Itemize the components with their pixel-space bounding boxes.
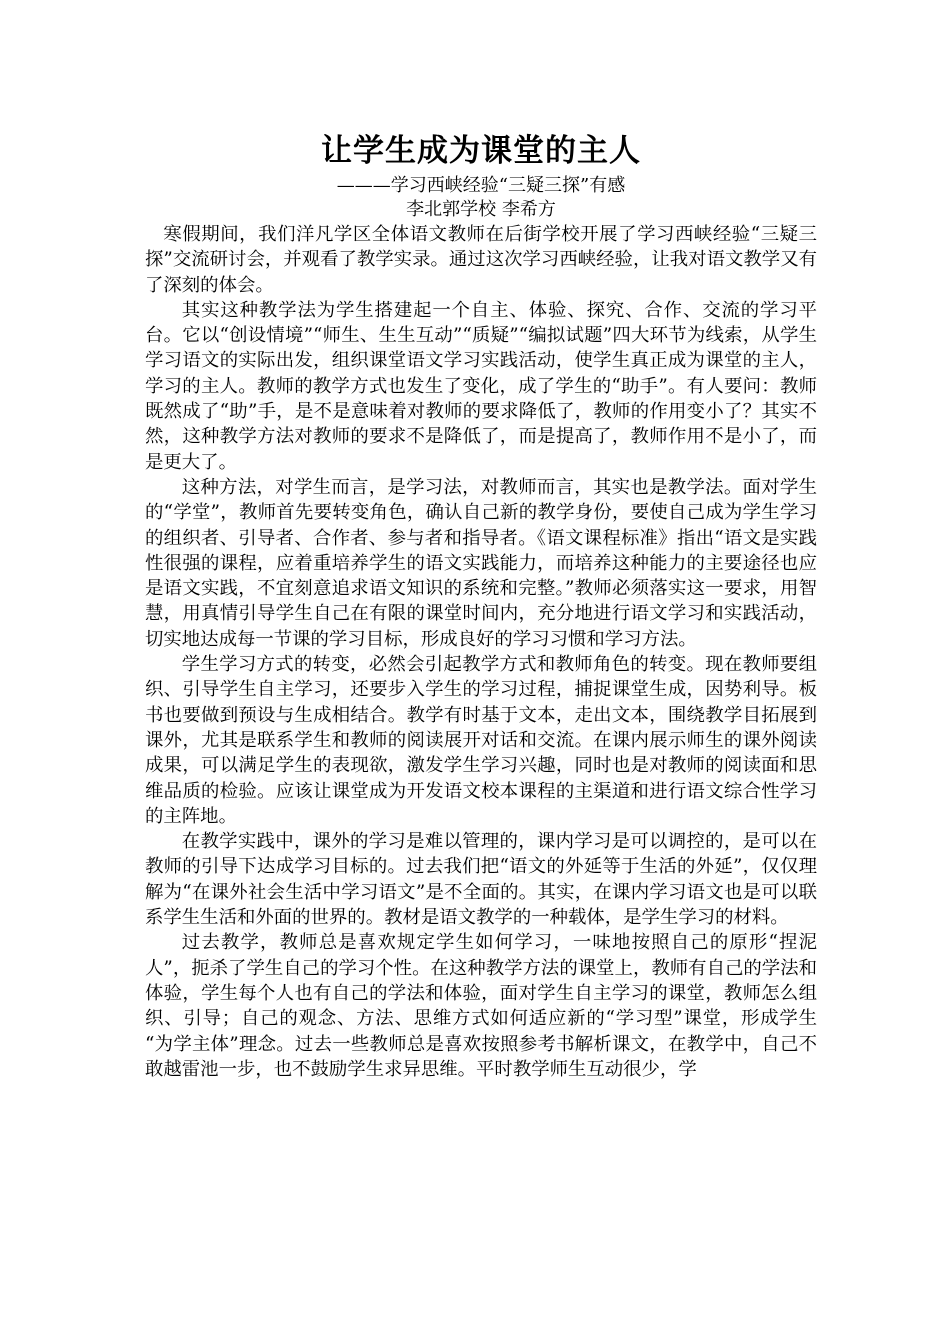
document-body (145, 222, 817, 1082)
paragraph-1: 寒假期间，我们洋凡学区全体语文教师在后街学校开展了学习西峡经验“三疑三探”交流研讨会，并观看了教学实录。通过这次学习西峡经验，让我对语文教学又有了深刻的体会。 (145, 224, 817, 296)
document-title: 让学生成为课堂的主人 (321, 133, 641, 169)
paragraph-4: 学生学习方式的转变，必然会引起教学方式和教师角色的转变。现在教师要组织、引导学生自主学习，还要步入学生的学习过程，捕捉课堂生成，因势利导。板书也要做到预设与生成相结合。教学有时基于文本，走出文本，围绕教学目拓展到课外，尤其是联系学生和教师的阅读展开对话和交流。在课内展示师生的课外阅读成果，可以满足学生的表现欲，激发学生学习兴趣，同时也是对教师的阅读面和思维品质的检验。应该让课堂成为开发语文校本课程的主渠道和进行语文综合性学习的主阵地。 (145, 654, 817, 827)
paragraph-5: 在教学实践中，课外的学习是难以管理的，课内学习是可以调控的，是可以在教师的引导下达成学习目标的。过去我们把“语文的外延等于生活的外延”，仅仅理解为“在课外社会生活中学习语文”是不全面的。其实，在课内学习语文也是可以联系学生生活和外面的世界的。教材是语文教学的一种载体，是学生学习的材料。 (145, 831, 817, 929)
document-subtitle: ———学习西峡经验“三疑三探”有感 (336, 175, 626, 196)
document-page (145, 128, 817, 1082)
document-author: 李北郭学校 李希方 (406, 199, 556, 220)
paragraph-2: 其实这种教学法为学生搭建起一个自主、体验、探究、合作、交流的学习平台。它以“创设情境”“师生、生生互动”“质疑”“编拟试题”四大环节为线索，从学生学习语文的实际出发，组织课堂语文学习实践活动，使学生真正成为课堂的主人，学习的主人。教师的教学方式也发生了变化，成了学生的“助手”。有人要问：教师既然成了“助”手，是不是意味着对教师的要求降低了，教师的作用变小了？其实不然，这种教学方法对教师的要求不是降低了，而是提高了，教师作用不是小了，而是更大了。 (145, 299, 817, 473)
paragraph-3: 这种方法，对学生而言，是学习法，对教师而言，其实也是教学法。面对学生的“学堂”，教师首先要转变角色，确认自己新的教学身份，要使自己成为学生学习的组织者、引导者、合作者、参与者和指导者。《语文课程标准》指出“语文是实践性很强的课程，应着重培养学生的语文实践能力，而培养这种能力的主要途径也应是语文实践，不宜刻意追求语文知识的系统和完整。”教师必须落实这一要求，用智慧，用真情引导学生自己在有限的课堂时间内，充分地进行语文学习和实践活动，切实地达成每一节课的学习目标，形成良好的学习习惯和学习方法。 (145, 476, 817, 650)
paragraph-6: 过去教学，教师总是喜欢规定学生如何学习，一味地按照自己的原形“捏泥人”，扼杀了学生自己的学习个性。在这种教学方法的课堂上，教师有自己的学法和体验，学生每个人也有自己的学法和体验，面对学生自主学习的课堂，教师怎么组织、引导；自己的观念、方法、思维方式如何适应新的“学习型”课堂，形成学生 “为学主体”理念。过去一些教师总是喜欢按照参考书解析课文，在教学中，自己不敢越雷池一步，也不鼓励学生求异思维。平时教学师生互动很少，学 (145, 932, 817, 1080)
